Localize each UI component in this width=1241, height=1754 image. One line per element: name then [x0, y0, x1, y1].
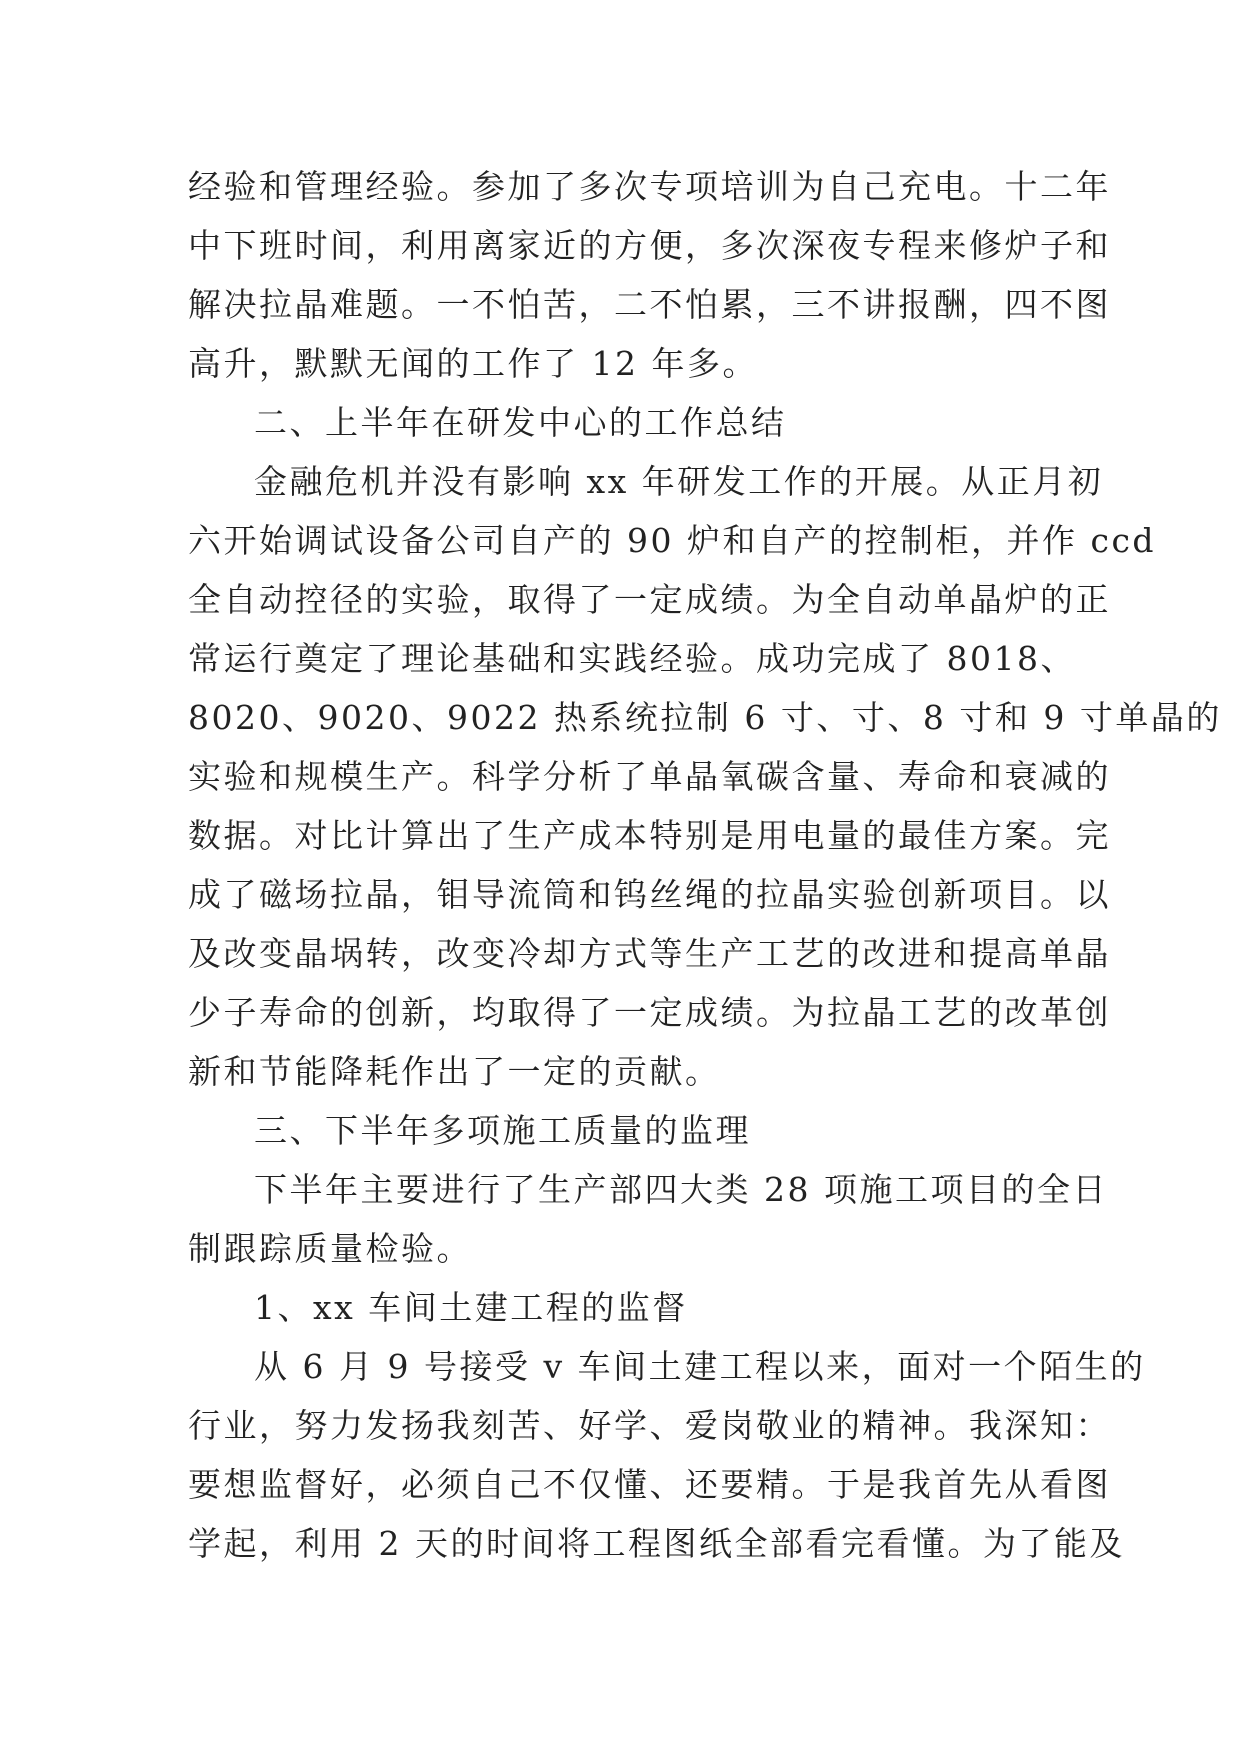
text-line: 少子寿命的创新，均取得了一定成绩。为拉晶工艺的改革创: [188, 993, 1111, 1032]
text-line: 要想监督好，必须自己不仅懂、还要精。于是我首先从看图: [188, 1465, 1111, 1504]
text-line: 经验和管理经验。参加了多次专项培训为自己充电。十二年: [188, 167, 1111, 206]
text-line: 及改变晶埚转，改变冷却方式等生产工艺的改进和提高单晶: [188, 934, 1111, 973]
text-line: 学起，利用 2 天的时间将工程图纸全部看完看懂。为了能及: [188, 1524, 1125, 1563]
document-body: [188, 157, 1222, 1573]
text-line: 新和节能降耗作出了一定的贡献。: [188, 1052, 721, 1091]
text-line: 下半年主要进行了生产部四大类 28 项施工项目的全日: [254, 1170, 1108, 1209]
text-line: 制跟踪质量检验。: [188, 1229, 472, 1268]
text-line: 数据。对比计算出了生产成本特别是用电量的最佳方案。完: [188, 816, 1111, 855]
text-line: 金融危机并没有影响 xx 年研发工作的开展。从正月初: [254, 462, 1104, 501]
text-line: 8020、9020、9022 热系统拉制 6 寸、寸、8 寸和 9 寸单晶的: [188, 698, 1222, 737]
text-line: 从 6 月 9 号接受 v 车间土建工程以来，面对一个陌生的: [254, 1347, 1146, 1386]
text-line: 全自动控径的实验，取得了一定成绩。为全自动单晶炉的正: [188, 580, 1111, 619]
text-line: 成了磁场拉晶，钼导流筒和钨丝绳的拉晶实验创新项目。以: [188, 875, 1111, 914]
text-line: 常运行奠定了理论基础和实践经验。成功完成了 8018、: [188, 639, 1076, 678]
text-line: 二、上半年在研发中心的工作总结: [254, 403, 787, 442]
text-line: 行业，努力发扬我刻苦、好学、爱岗敬业的精神。我深知：: [188, 1406, 1111, 1445]
text-line: 实验和规模生产。科学分析了单晶氧碳含量、寿命和衰减的: [188, 757, 1111, 796]
text-line: 1、xx 车间土建工程的监督: [254, 1288, 688, 1327]
text-line: 中下班时间，利用离家近的方便，多次深夜专程来修炉子和: [188, 226, 1111, 265]
text-line: 解决拉晶难题。一不怕苦，二不怕累，三不讲报酬，四不图: [188, 285, 1111, 324]
text-line: 三、下半年多项施工质量的监理: [254, 1111, 751, 1150]
text-line: 六开始调试设备公司自产的 90 炉和自产的控制柜，并作 ccd: [188, 521, 1157, 560]
text-line: 高升，默默无闻的工作了 12 年多。: [188, 344, 758, 383]
